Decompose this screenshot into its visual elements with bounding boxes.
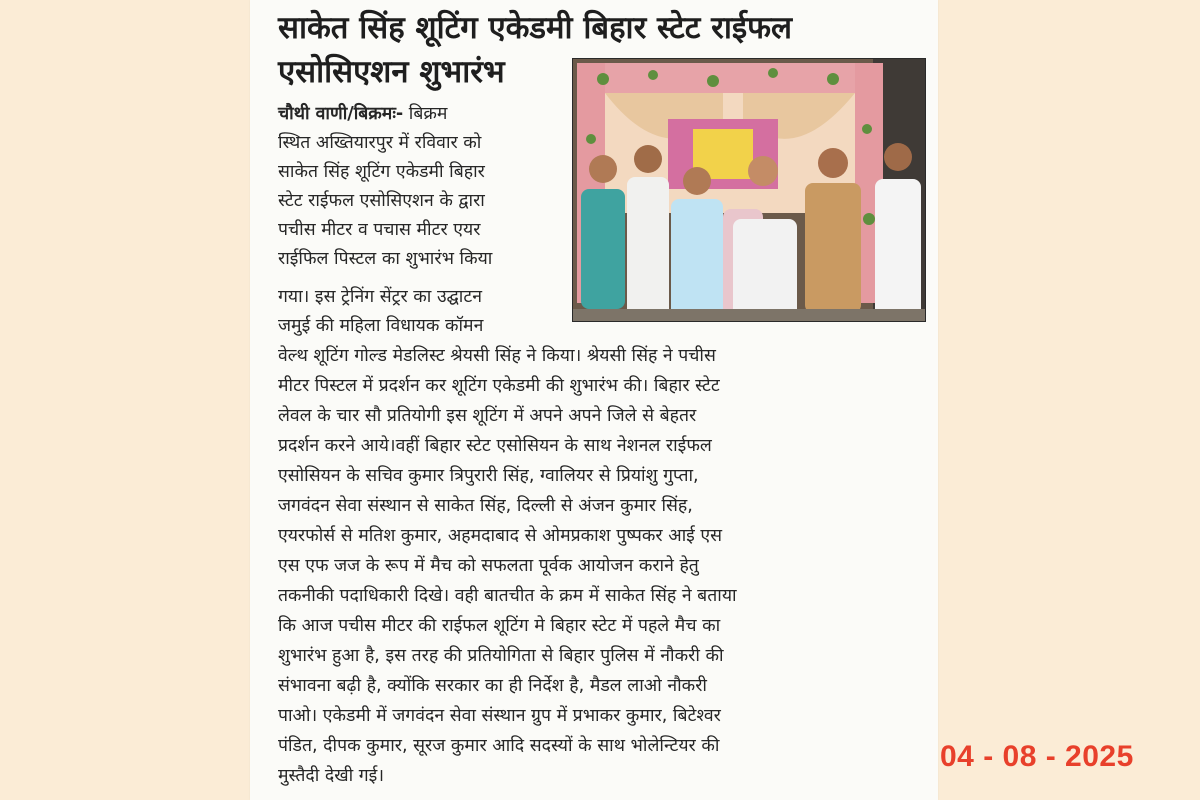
headline-line-1: साकेत सिंह शूटिंग एकेडमी बिहार स्टेट राईफल	[278, 10, 793, 46]
article-line-6: राईफिल पिस्टल का शुभारंभ किया	[278, 249, 493, 269]
article-line-5: पचीस मीटर व पचास मीटर एयर	[278, 220, 481, 240]
article-line-13: एसोसियन के सचिव कुमार त्रिपुरारी सिंह, ग्वालियर से प्रियांशु गुप्ता,	[278, 466, 699, 486]
article-line-7: गया। इस ट्रेनिंग सेंट्रर का उद्घाटन	[278, 287, 482, 307]
article-line-23: मुस्तैदी देखी गई।	[278, 766, 384, 786]
article-line-1	[278, 100, 447, 129]
headline-line-2: एसोसिएशन शुभारंभ	[278, 54, 505, 90]
article-line-3: साकेत सिंह शूटिंग एकेडमी बिहार	[278, 162, 485, 182]
article-line-17: तकनीकी पदाधिकारी दिखे। वही बातचीत के क्रम में साकेत सिंह ने बताया	[278, 586, 737, 606]
article-line-1-text: बिक्रम	[408, 104, 448, 124]
article-line-21: पाओ। एकेडमी में जगवंदन सेवा संस्थान ग्रुप में प्रभाकर कुमार, बिटेश्वर	[278, 706, 721, 726]
publication-date-stamp: 04 - 08 - 2025	[940, 740, 1134, 773]
article-line-10: मीटर पिस्टल में प्रदर्शन कर शूटिंग एकेडमी की शुभारंभ की। बिहार स्टेट	[278, 376, 720, 396]
article-line-22: पंडित, दीपक कुमार, सूरज कुमार आदि सदस्यों के साथ भोलेन्टियर की	[278, 736, 720, 756]
article-line-11: लेवल के चार सौ प्रतियोगी इस शूटिंग में अपने अपने जिले से बेहतर	[278, 406, 697, 426]
article-line-9: वेल्थ शूटिंग गोल्ड मेडलिस्ट श्रेयसी सिंह ने किया। श्रेयसी सिंह ने पचीस	[278, 346, 716, 366]
article-dateline: चौथी वाणी/बिक्रमः-	[278, 104, 404, 124]
article-line-16: एस एफ जज के रूप में मैच को सफलता पूर्वक आयोजन कराने हेतु	[278, 556, 699, 576]
inauguration-photo-illustration	[573, 59, 925, 321]
article-line-20: संभावना बढ़ी है, क्योंकि सरकार का ही निर्देश है, मैडल लाओ नौकरी	[278, 676, 707, 696]
event-photo	[572, 58, 926, 322]
article-line-2: स्थित अख्तियारपुर में रविवार को	[278, 133, 482, 153]
article-line-18: कि आज पचीस मीटर की राईफल शूटिंग मे बिहार स्टेट में पहले मैच का	[278, 616, 721, 636]
article-line-14: जगवंदन सेवा संस्थान से साकेत सिंह, दिल्ली से अंजन कुमार सिंह,	[278, 496, 693, 516]
article-line-15: एयरफोर्स से मतिश कुमार, अहमदाबाद से ओमप्रकाश पुष्पकर आई एस	[278, 526, 723, 546]
article-line-12: प्रदर्शन करने आये।वहीं बिहार स्टेट एसोसियन के साथ नेशनल राईफल	[278, 436, 712, 456]
article-line-19: शुभारंभ हुआ है, इस तरह की प्रतियोगिता से बिहार पुलिस में नौकरी की	[278, 646, 724, 666]
article-line-8: जमुई की महिला विधायक कॉमन	[278, 316, 484, 336]
article-line-4: स्टेट राईफल एसोसिएशन के द्वारा	[278, 191, 485, 211]
